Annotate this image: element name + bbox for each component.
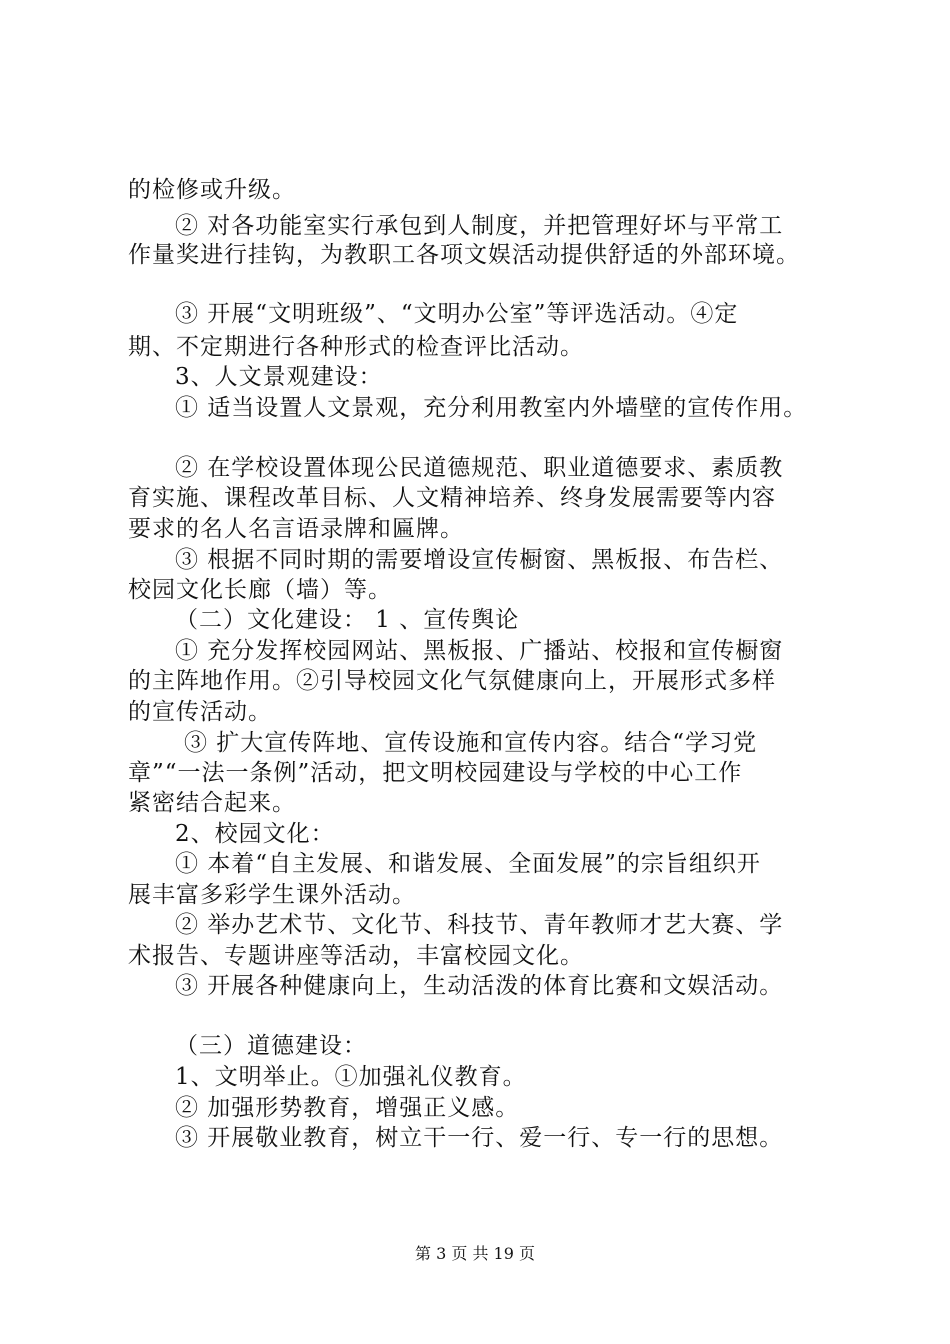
section-heading: 2、校园文化： xyxy=(175,821,335,847)
body-text-line: ① 充分发挥校园网站、黑板报、广播站、校报和宣传橱窗 xyxy=(175,638,784,664)
body-text-line: 作量奖进行挂钩，为教职工各项文娱活动提供舒适的外部环境。 xyxy=(128,242,800,268)
body-text-line: ② 对各功能室实行承包到人制度，并把管理好坏与平常工 xyxy=(175,213,784,239)
body-text-line: 1、文明举止。①加强礼仪教育。 xyxy=(175,1064,527,1090)
body-text-line: 的宣传活动。 xyxy=(128,699,272,725)
body-text-line: ① 本着“自主发展、和谐发展、全面发展”的宗旨组织开 xyxy=(175,851,761,877)
body-text-line: ③ 开展“文明班级”、“文明办公室”等评选活动。④定 xyxy=(175,301,739,327)
section-heading: （二）文化建设： 1 、宣传舆论 xyxy=(175,607,520,633)
body-text-line: 紧密结合起来。 xyxy=(128,790,296,816)
page-number-footer: 第 3 页 共 19 页 xyxy=(415,1244,535,1263)
body-text-line: 的检修或升级。 xyxy=(128,177,296,203)
body-text-line: ① 适当设置人文景观，充分利用教室内外墙壁的宣传作用。 xyxy=(175,395,808,421)
section-heading: 3、人文景观建设： xyxy=(175,364,383,390)
body-text-line: ② 举办艺术节、文化节、科技节、青年教师才艺大赛、学 xyxy=(175,912,784,938)
body-text-line: 的主阵地作用。②引导校园文化气氛健康向上，开展形式多样 xyxy=(128,668,776,694)
body-text-line: ② 在学校设置体现公民道德规范、职业道德要求、素质教 xyxy=(175,455,784,481)
body-text-line: 育实施、课程改革目标、人文精神培养、终身发展需要等内容 xyxy=(128,485,776,511)
body-text-line: 展丰富多彩学生课外活动。 xyxy=(128,882,416,908)
body-text-line: ② 加强形势教育，增强正义感。 xyxy=(175,1095,520,1121)
body-text-line: 术报告、专题讲座等活动，丰富校园文化。 xyxy=(128,943,584,969)
body-text-line: 期、不定期进行各种形式的检查评比活动。 xyxy=(128,334,584,360)
body-text-line: ③ 开展敬业教育，树立干一行、爱一行、专一行的思想。 xyxy=(175,1125,784,1151)
body-text-line: 章”“一法一条例”活动，把文明校园建设与学校的中心工作 xyxy=(128,760,743,786)
body-text-line: 校园文化长廊（墙）等。 xyxy=(128,577,392,603)
body-text-line: 要求的名人名言语录牌和匾牌。 xyxy=(128,516,464,542)
body-text-line: ③ 扩大宣传阵地、宣传设施和宣传内容。结合“学习党 xyxy=(184,730,758,756)
body-text-line: ③ 开展各种健康向上，生动活泼的体育比赛和文娱活动。 xyxy=(175,973,784,999)
section-heading: （三）道德建设： xyxy=(175,1033,367,1059)
body-text-line: ③ 根据不同时期的需要增设宣传橱窗、黑板报、布告栏、 xyxy=(175,547,784,573)
